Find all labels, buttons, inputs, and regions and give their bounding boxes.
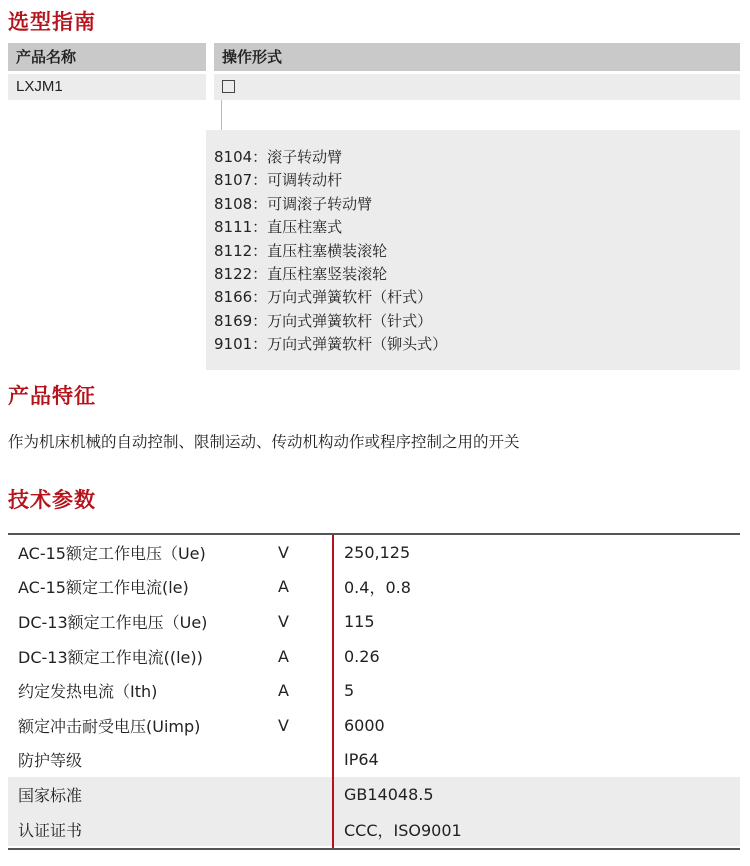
placeholder-checkbox-icon [222,80,235,93]
params-row [8,743,740,778]
params-divider-line [332,535,334,848]
param-value: 250,125 [344,542,411,562]
params-row [8,777,740,812]
param-unit: A [278,577,289,597]
param-unit: A [278,646,289,666]
operation-type-cell [214,74,740,100]
param-name: 防护等级 [18,751,83,771]
param-unit: V [278,715,289,735]
product-name-header: 产品名称 [8,43,206,71]
params-table [8,535,740,846]
param-unit: V [278,542,289,562]
param-value: GB14048.5 [344,784,434,804]
param-name: 国家标准 [18,785,83,805]
selection-table-header [8,43,740,71]
selection-guide-title: 选型指南 [8,10,96,34]
operation-option-item: 9101：万向式弹簧软杆（铆头式） [214,335,448,354]
operation-option-item: 8104：滚子转动臂 [214,148,343,166]
param-value: 6000 [344,715,385,735]
operation-option-item: 8111：直压柱塞式 [214,218,343,237]
param-name: AC-15额定工作电流(le) [18,578,189,598]
operation-option-item: 8112：直压柱塞横装滚轮 [214,241,388,260]
param-value: 0.26 [344,646,380,666]
operation-option-item: 8122：直压柱塞竖装滚轮 [214,265,388,284]
selection-table-row [8,74,740,100]
params-row [8,673,740,708]
features-text: 作为机床机械的自动控制、限制运动、传动机构动作或程序控制之用的开关 [8,433,520,451]
param-value: 5 [344,681,355,701]
params-row [8,708,740,743]
param-value: 115 [344,611,375,631]
operation-options-list [206,146,740,357]
params-row [8,812,740,847]
param-name: DC-13额定工作电压（Ue) [18,612,208,632]
param-unit: V [278,611,289,631]
param-name: 额定冲击耐受电压(Uimp) [18,716,201,736]
param-unit: A [278,681,289,701]
param-name: DC-13额定工作电流((le)) [18,647,203,667]
params-bottom-border [8,848,740,850]
params-row [8,535,740,570]
param-value: 0.4，0.8 [344,578,411,598]
params-row [8,604,740,639]
param-name: AC-15额定工作电压（Ue) [18,543,206,563]
operation-type-header: 操作形式 [214,43,740,71]
connector-line [221,100,222,130]
param-value: IP64 [344,750,379,770]
param-value: CCC，ISO9001 [344,820,462,840]
params-row [8,639,740,674]
product-name-cell: LXJM1 [8,74,206,100]
features-title: 产品特征 [8,384,96,408]
operation-option-item: 8169：万向式弹簧软杆（针式） [214,311,433,330]
param-name: 认证证书 [18,820,83,840]
param-name: 约定发热电流（Ith) [18,682,158,702]
params-row [8,570,740,605]
operation-option-item: 8166：万向式弹簧软杆（杆式） [214,288,433,307]
operation-options-box [206,130,740,370]
params-title: 技术参数 [8,488,96,512]
operation-option-item: 8107：可调转动杆 [214,171,343,190]
operation-option-item: 8108：可调滚子转动臂 [214,194,373,213]
